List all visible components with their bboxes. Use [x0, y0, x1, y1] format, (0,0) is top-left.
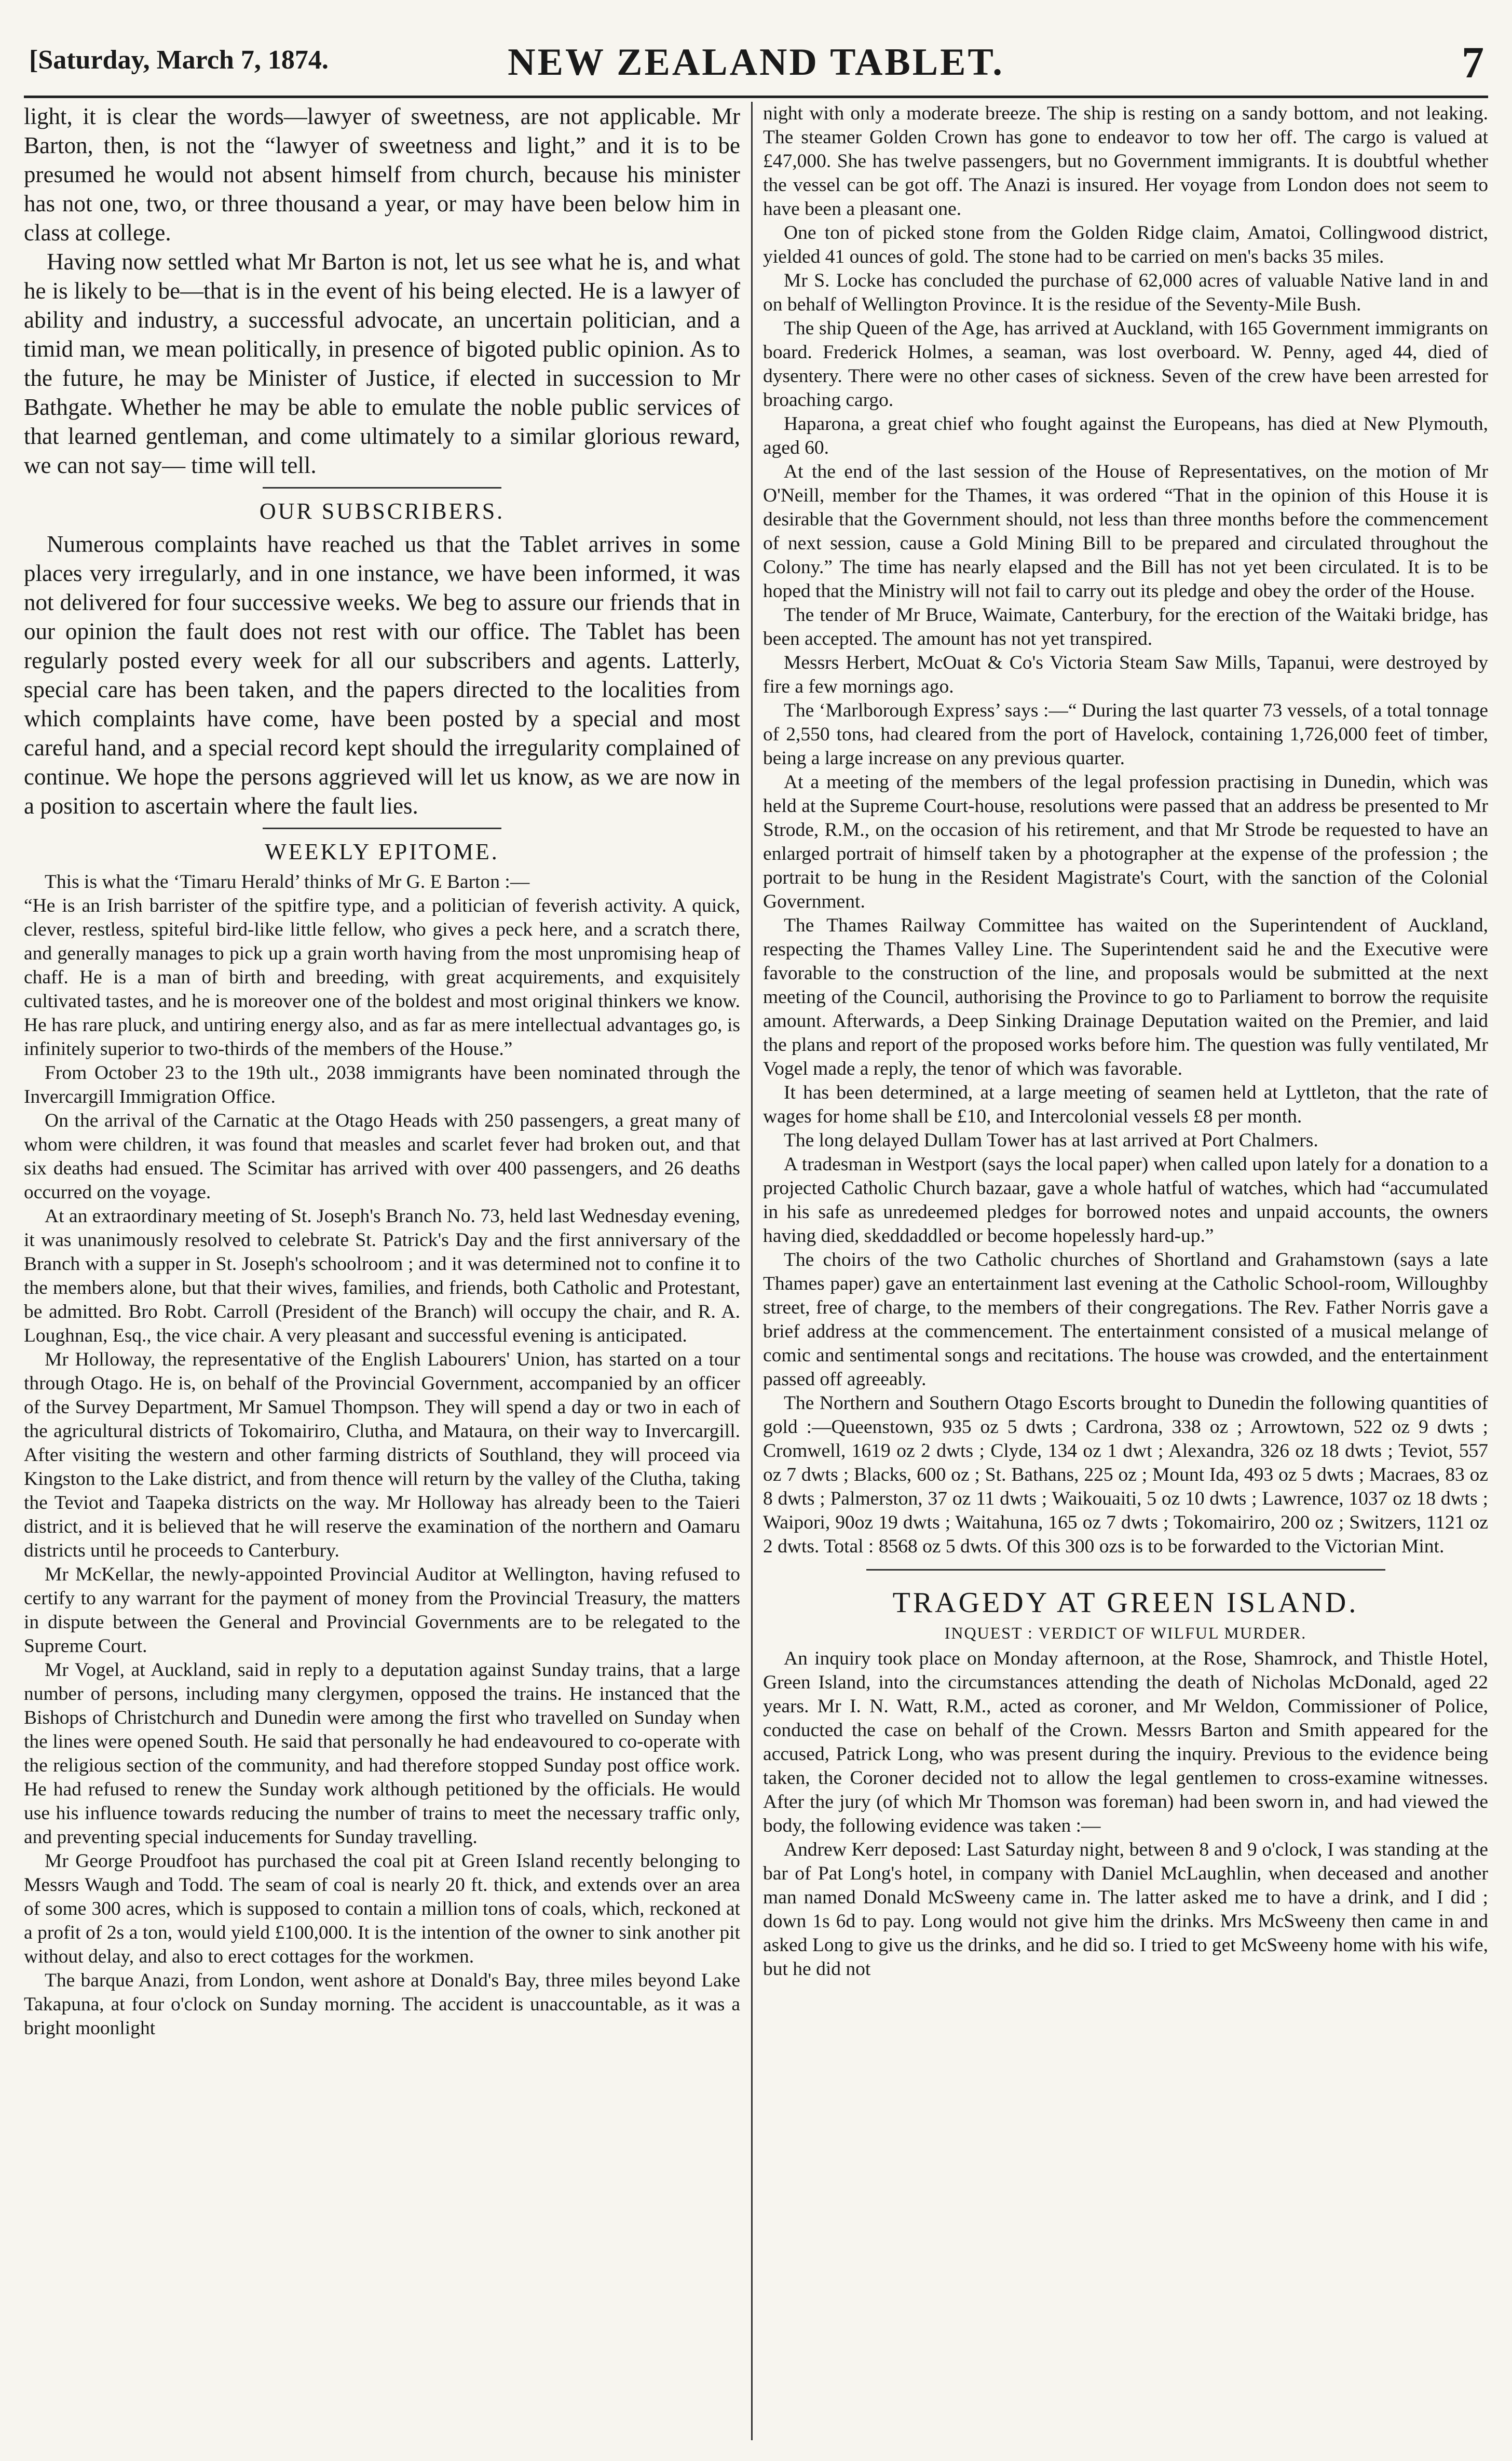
tragedy-article — [763, 1647, 1488, 1981]
epitome-item: The barque Anazi, from London, went ashore at Donald's Bay, three miles beyond Lake Takapuna, at four o'clock on Sunday morning. The accident is unaccountable, as it was a bright moonlight — [24, 1970, 740, 2039]
epitome-item: From October 23 to the 19th ult., 2038 immigrants have been nominated through the Invercargill Immigration Office. — [24, 1062, 740, 1107]
tragedy-paragraph: Andrew Kerr deposed: Last Saturday night, between 8 and 9 o'clock, I was standing at the bar of Pat Long's hotel, in company with Daniel McLaughlin, when deceased and another man named Donald McSweeny came in. The latter asked me to have a drink, and I did ; down 1s 6d to pay. Long would not give him the drinks. Mrs McSweeny then came in and asked Long to give us the drinks, and he did so. I tried to get McSweeny home with his wife, but he did not — [763, 1839, 1488, 1980]
issue-date: [Saturday, March 7, 1874. — [29, 45, 329, 75]
tragedy-paragraph: An inquiry took place on Monday afternoon, at the Rose, Shamrock, and Thistle Hotel, Green Island, into the circumstances attending the death of Nicholas McDonald, aged 22 years. Mr I. N. Watt, R.M., acted as coroner, and Mr Weldon, Commissioner of Police, conducted the case on behalf of the Crown. Messrs Barton and Smith appeared for the accused, Patrick Long, who was present during the inquiry. Previous to the evidence being taken, the Coroner decided not to allow the legal gentlemen to cross-examine witnesses. After the jury (of which Mr Thomson was foreman) had been sworn in, and had viewed the body, the following evidence was taken :— — [763, 1648, 1488, 1836]
editorial-paragraph: light, it is clear the words—lawyer of sweetness, are not applicable. Mr Barton, then, is not the “lawyer of sweetness and light,” and it is to be presumed he would not absent himself from church, because his minister has not one, two, or three thousand a year, or may have been below him in class at college. — [24, 103, 740, 246]
epitome-item: One ton of picked stone from the Golden Ridge claim, Amatoi, Collingwood district, yielded 41 ounces of gold. The stone had to be carried on men's backs 35 miles. — [763, 222, 1488, 267]
epitome-item: It has been determined, at a large meeting of seamen held at Lyttleton, that the rate of wages for home shall be £10, and Intercolonial vessels £8 per month. — [763, 1082, 1488, 1127]
epitome-item: Mr Vogel, at Auckland, said in reply to a deputation against Sunday trains, that a large number of persons, including many clergymen, opposed the trains. He instanced that the Bishops of Christchurch and Dunedin were among the first who travelled on Sunday when the lines were opened South. He said that personally he had endeavoured to co-operate with the religious section of the community, and had therefore stopped Sunday post office work. He had refused to renew the Sunday work although petitioned by the officials. He would use his influence towards reducing the number of trains to meet the necessary traffic only, and preventing special inducements for Sunday travelling. — [24, 1659, 740, 1848]
epitome-item: Mr Holloway, the representative of the English Labourers' Union, has started on a tour through Otago. He is, on behalf of the Provincial Government, accompanied by an officer of the Survey Department, Mr Samuel Thompson. They will spend a day or two in each of the agricultural districts of Tokomairiro, Clutha, and Mataura, on their way to Invercargill. After visiting the western and other farming districts of Southland, they will proceed via Kingston to the Lake district, and from thence will return by the valley of the Clutha, taking the Teviot and Taapeka districts on the way. Mr Holloway has already been to the Taieri district, and it is believed that he will reserve the examination of the northern and Oamaru districts until he proceeds to Canterbury. — [24, 1349, 740, 1561]
epitome-item: The ship Queen of the Age, has arrived at Auckland, with 165 Government immigrants on board. Frederick Holmes, a seaman, was lost overboard. W. Penny, aged 44, died of dysentery. There were no other cases of sickness. Seven of the crew have been arrested for broaching cargo. — [763, 318, 1488, 411]
epitome-item: night with only a moderate breeze. The ship is resting on a sandy bottom, and not leaking. The steamer Golden Crown has gone to endeavor to tow her off. The cargo is valued at £47,000. She has twelve passengers, but no Government immigrants. It is doubtful whether the vessel can be got off. The Anazi is insured. Her voyage from London does not seem to have been a pleasant one. — [763, 103, 1488, 220]
left-column — [24, 102, 740, 2440]
epitome-item: Mr S. Locke has concluded the purchase of 62,000 acres of valuable Native land in and on behalf of Wellington Province. It is the residue of the Seventy-Mile Bush. — [763, 270, 1488, 315]
section-divider — [866, 1569, 1385, 1571]
columns — [24, 102, 1488, 2440]
editorial-article — [24, 102, 740, 480]
subscribers-article — [24, 530, 740, 820]
column-rule — [751, 102, 753, 2440]
weekly-epitome-heading: WEEKLY EPITOME. — [265, 839, 499, 864]
weekly-epitome-continued — [763, 102, 1488, 1559]
epitome-item: Mr George Proudfoot has purchased the coal pit at Green Island recently belonging to Messrs Waugh and Todd. The seam of coal is nearly 20 ft. thick, and extends over an area of some 300 acres, which is supposed to contain a million tons of coals, which, reckoned at a profit of 2s a ton, would yield £100,000. It is the intention of the owner to sink another pit without delay, and also to erect cottages for the workmen. — [24, 1850, 740, 1967]
weekly-epitome — [24, 870, 740, 2040]
epitome-item: The choirs of the two Catholic churches of Shortland and Grahamstown (says a late Thames paper) gave an entertainment last evening at the Catholic School-room, Willoughby street, free of charge, to the members of their congregations. The Rev. Father Norris gave a brief address at the commencement. The entertainment consisted of a musical melange of comic and sentimental songs and recitations. The house was crowded, and the entertainment passed off agreeably. — [763, 1249, 1488, 1390]
epitome-item: The Northern and Southern Otago Escorts brought to Dunedin the following quantities of gold :—Queenstown, 935 oz 5 dwts ; Cardrona, 338 oz ; Arrowtown, 522 oz 9 dwts ; Cromwell, 1619 oz 2 dwts ; Clyde, 134 oz 1 dwt ; Alexandra, 326 oz 18 dwts ; Teviot, 557 oz 7 dwts ; Blacks, 600 oz ; St. Bathans, 225 oz ; Mount Ida, 493 oz 5 dwts ; Macraes, 83 oz 8 dwts ; Palmerston, 37 oz 11 dwts ; Waikouaiti, 5 oz 10 dwts ; Lawrence, 1037 oz 18 dwts ; Waipori, 90oz 19 dwts ; Waitahuna, 165 oz 7 dwts ; Tokomairiro, 200 oz ; Switzers, 1121 oz 2 dwts. Total : 8568 oz 5 dwts. Of this 300 ozs is to be forwarded to the Victorian Mint. — [763, 1392, 1488, 1557]
epitome-item: The long delayed Dullam Tower has at last arrived at Port Chalmers. — [784, 1130, 1318, 1151]
epitome-item: At the end of the last session of the House of Representatives, on the motion of Mr O'Neill, member for the Thames, it was ordered “That in the opinion of this House it is desirable that the Government should, not less than three months before the commencement of next session, cause a Gold Mining Bill to be prepared and circulated throughout the Colony.” The time has nearly elapsed and the Bill has not yet been circulated. It is to be hoped that the Ministry will not fail to carry out its pledge and obey the order of the House. — [763, 461, 1488, 602]
epitome-item: On the arrival of the Carnatic at the Otago Heads with 250 passengers, a great many of whom were children, it was found that measles and scarlet fever had broken out, and that six deaths had ensued. The Scimitar has arrived with over 400 passengers, and 26 deaths occurred on the voyage. — [24, 1110, 740, 1203]
epitome-item: The ‘Marlborough Express’ says :—“ During the last quarter 73 vessels, of a total tonnage of 2,550 tons, had cleared from the port of Havelock, containing 1,726,000 feet of timber, being a large increase on any previous quarter. — [763, 700, 1488, 769]
subscribers-paragraph: Numerous complaints have reached us that the Tablet arrives in some places very irregularly, and in one instance, we have been informed, it was not delivered for four successive weeks. We beg to assure our friends that in our opinion the fault does not rest with our office. The Tablet has been regularly posted every week for all our subscribers and agents. Latterly, special care has been taken, and the papers directed to the localities from which complaints have come, have been posted by a special and most careful hand, and a special record kept should the irregularity complained of continue. We hope the persons aggrieved will let us know, as we are now in a position to ascertain where the fault lies. — [24, 531, 740, 819]
tragedy-heading: TRAGEDY AT GREEN ISLAND. — [892, 1587, 1359, 1619]
epitome-item: The Thames Railway Committee has waited on the Superintendent of Auckland, respecting the Thames Valley Line. The Superintendent said he and the Executive were favorable to the construction of the line, and proposals would be submitted at the next meeting of the Council, authorising the Province to go to Parliament to borrow the requisite amount. Afterwards, a Deep Sinking Drainage Deputation waited on the Premier, and laid the plans and report of the proposed works before him. The question was fully ventilated, Mr Vogel made a reply, the tenor of which was favorable. — [763, 915, 1488, 1079]
epitome-quote: “He is an Irish barrister of the spitfire type, and a politician of feverish activity. A quick, clever, restless, spiteful bird-like little fellow, who gives a peck here, and a scratch there, and generally manages to pick up a grain worth having from the most unpromising heap of chaff. He is a man of birth and breeding, with great acquirements, and exquisitely cultivated tastes, and he is moreover one of the boldest and most original thinkers we know. He has rare pluck, and untiring energy also, and as far as mere intellectual advantages go, is infinitely superior to two-thirds of the members of the House.” — [24, 895, 740, 1060]
epitome-item: At an extraordinary meeting of St. Joseph's Branch No. 73, held last Wednesday evening, it was unanimously resolved to celebrate St. Patrick's Day and the first anniversary of the Branch with a supper in St. Joseph's schoolroom ; and it was determined not to confine it to the members alone, but that their wives, families, and friends, both Catholic and Protestant, be admitted. Bro Robt. Carroll (President of the Branch) will occupy the chair, and R. A. Loughnan, Esq., the vice chair. A very pleasant and successful evening is anticipated. — [24, 1206, 740, 1346]
epitome-item: At a meeting of the members of the legal profession practising in Dunedin, which was held at the Supreme Court-house, resolutions were passed that an address be presented to Mr Strode, R.M., on the occasion of his retirement, and that Mr Strode be requested to have an enlarged portrait of himself taken by a photographer at the expense of the profession ; the portrait to be hung in the Resident Magistrate's Court, with the sanction of the Colonial Government. — [763, 772, 1488, 912]
section-divider — [263, 828, 501, 829]
epitome-item: Messrs Herbert, McOuat & Co's Victoria Steam Saw Mills, Tapanui, were destroyed by fire a few mornings ago. — [763, 652, 1488, 697]
masthead — [24, 33, 1488, 98]
section-divider — [263, 487, 501, 489]
epitome-item: Mr McKellar, the newly-appointed Provincial Auditor at Wellington, having refused to certify to any warrant for the payment of money from the Provincial Treasury, the matters in dispute between the General and Provincial Governments are to be relegated to the Supreme Court. — [24, 1564, 740, 1657]
epitome-item: A tradesman in Westport (says the local paper) when called upon lately for a donation to a projected Catholic Church bazaar, gave a whole hatful of watches, which had “accumulated in his safe as unredeemed pledges for borrowed notes and unpaid accounts, the owners having died, skeddaddled or become hopelessly hard-up.” — [763, 1154, 1488, 1247]
epitome-item: This is what the ‘Timaru Herald’ thinks of Mr G. E Barton :— — [45, 871, 530, 893]
epitome-item: Haparona, a great chief who fought against the Europeans, has died at New Plymouth, aged 60. — [763, 413, 1488, 458]
right-column — [763, 102, 1488, 2440]
subscribers-heading: OUR SUBSCRIBERS. — [259, 498, 505, 524]
editorial-paragraph: Having now settled what Mr Barton is not, let us see what he is, and what he is likely to be—that is in the event of his being elected. He is a lawyer of ability and industry, a successful advocate, an uncertain politician, and a timid man, we mean politically, in presence of bigoted public opinion. As to the future, he may be Minister of Justice, if elected in succession to Mr Bathgate. Whether he may be able to emulate the noble public services of that learned gentleman, and come ultimately to a similar glorious reward, we can not say— time will tell. — [24, 249, 740, 478]
epitome-item: The tender of Mr Bruce, Waimate, Canterbury, for the erection of the Waitaki bridge, has been accepted. The amount has not yet transpired. — [763, 604, 1488, 650]
tragedy-subheading: INQUEST : VERDICT OF WILFUL MURDER. — [944, 1624, 1307, 1642]
newspaper-title: NEW ZEALAND TABLET. — [508, 41, 1004, 84]
page-number: 7 — [1462, 37, 1484, 87]
